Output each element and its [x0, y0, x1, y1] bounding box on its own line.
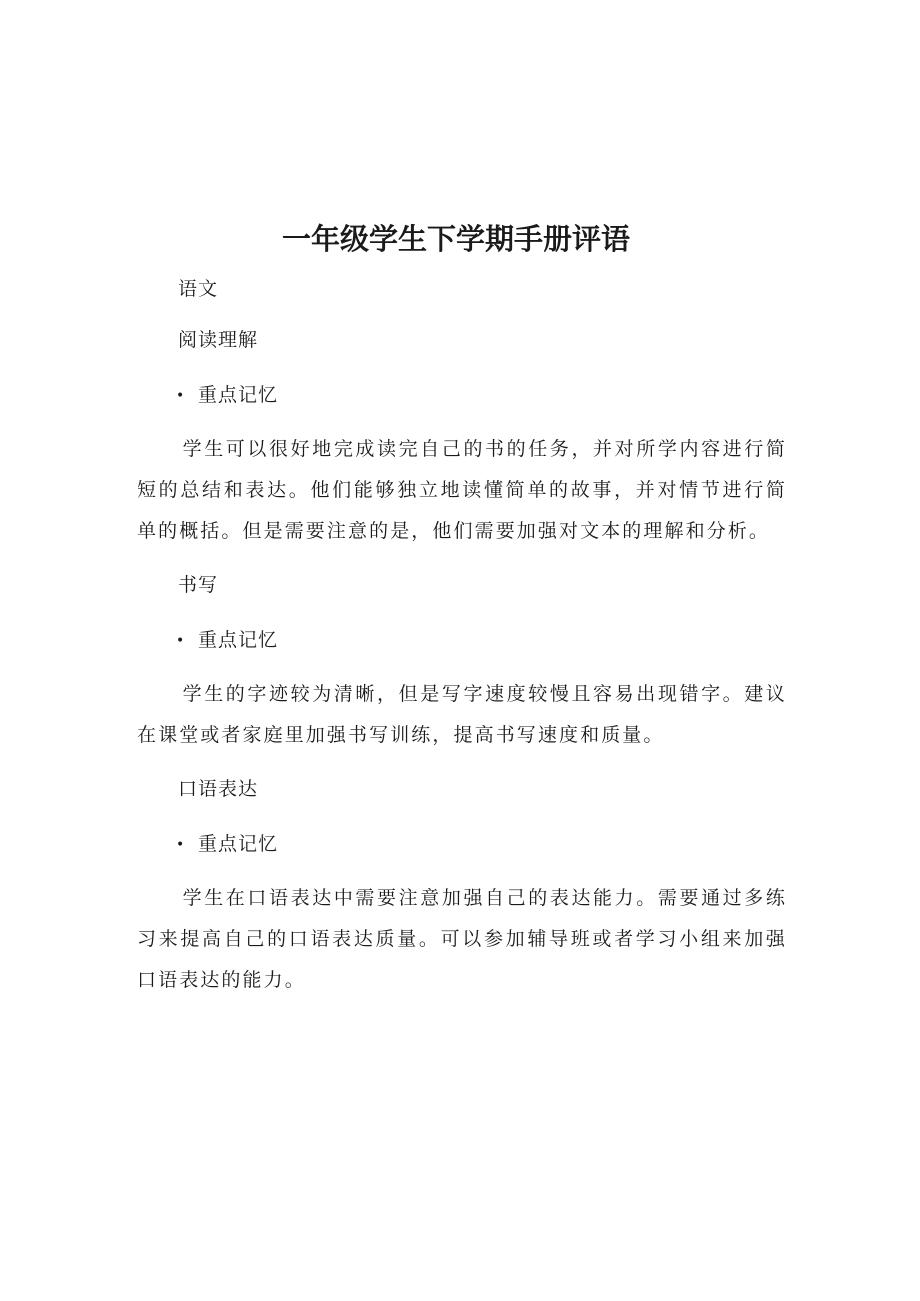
- bullet-icon: •: [176, 633, 186, 649]
- paragraph-writing: 学生的字迹较为清晰，但是写字速度较慢且容易出现错字。建议在课堂或者家庭里加强书写训练，提高书写速度和质量。: [137, 683, 787, 746]
- bullet-icon: •: [176, 837, 186, 853]
- paragraph-speaking: 学生在口语表达中需要注意加强自己的表达能力。需要通过多练习来提高自己的口语表达质量。可以参加辅导班或者学习小组来加强口语表达的能力。: [137, 887, 787, 991]
- bullet-item-speaking: [176, 832, 278, 857]
- section-heading-reading: 阅读理解: [178, 329, 259, 351]
- paragraph-reading: 学生可以很好地完成读完自己的书的任务，并对所学内容进行简短的总结和表达。他们能够独立地读懂简单的故事，并对情节进行简单的概括。但是需要注意的是，他们需要加强对文本的理解和分析。: [137, 438, 787, 542]
- section-heading-writing: 书写: [178, 574, 219, 596]
- bullet-item-writing: [176, 628, 278, 653]
- section-heading-speaking: 口语表达: [178, 778, 259, 800]
- page-title: 一年级学生下学期手册评语: [281, 222, 630, 256]
- bullet-label: 重点记忆: [198, 833, 279, 855]
- subject-heading: 语文: [178, 278, 219, 300]
- bullet-item-reading: [176, 383, 278, 408]
- bullet-label: 重点记忆: [198, 629, 279, 651]
- bullet-label: 重点记忆: [198, 384, 279, 406]
- bullet-icon: •: [176, 388, 186, 404]
